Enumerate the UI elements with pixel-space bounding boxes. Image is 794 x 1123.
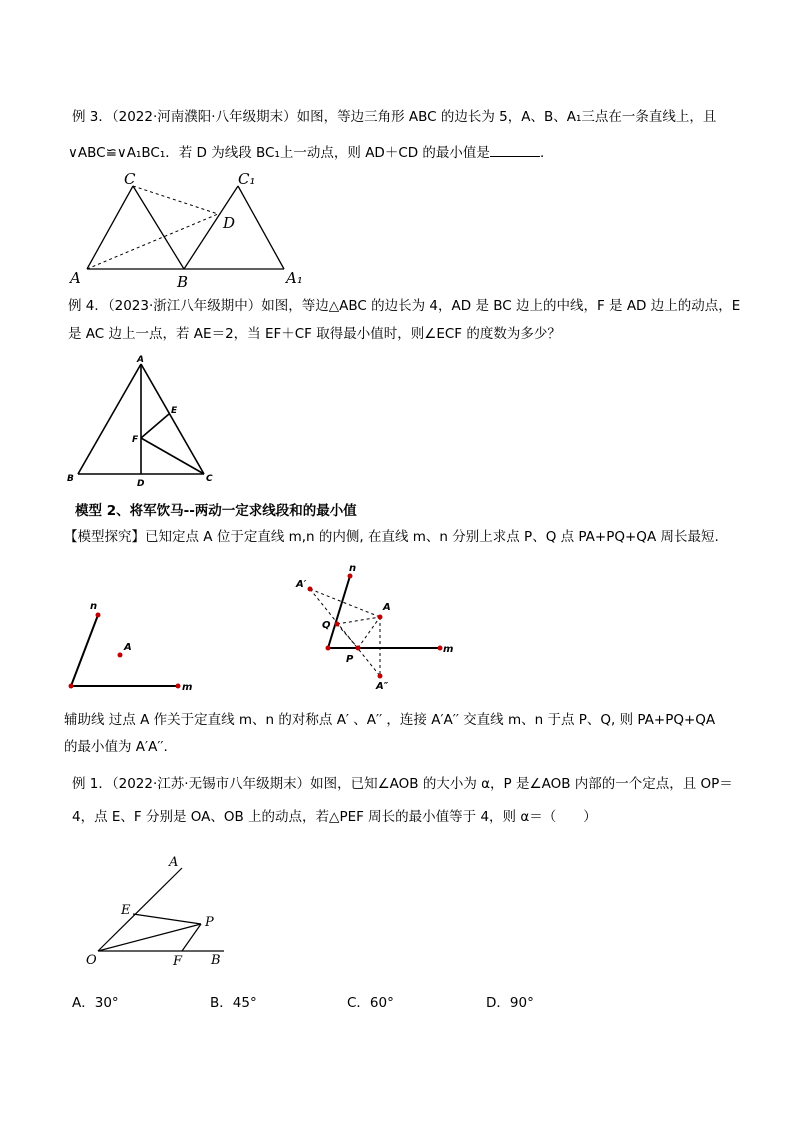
model2-aux-line1: 辅助线 过点 A 作关于定直线 m、n 的对称点 A′ 、A′′ ，连接 A′A′′ 交直线 m、n 于点 P、Q, 则 PA+PQ+QA	[64, 712, 716, 728]
label-A: A	[137, 355, 144, 365]
label-n: n	[349, 563, 357, 574]
label-Q: Q	[322, 620, 331, 631]
model2-heading: 模型 2、将军饮马--两动一定求线段和的最小值	[75, 503, 357, 519]
label-F: F	[173, 954, 183, 969]
label-B: B	[67, 474, 74, 484]
model2-aux-line2: 的最小值为 A′A′′.	[64, 739, 168, 755]
label-n: n	[90, 601, 98, 612]
label-m: m	[182, 682, 193, 693]
label-C1: C₁	[238, 170, 256, 188]
example3-line2-text: ∨ABC≌∨A₁BC₁．若 D 为线段 BC₁上一动点，则 AD＋CD 的最小值是	[68, 145, 490, 161]
label-B: B	[211, 953, 221, 968]
label-A: A	[124, 642, 132, 653]
example3-line1: 例 3．（2022·河南濮阳·八年级期末）如图，等边三角形 ABC 的边长为 5，A、B、A₁三点在一条直线上，且	[72, 109, 717, 125]
option-a[interactable]: A．30°	[72, 995, 119, 1011]
label-A1: A₁	[286, 269, 303, 287]
label-D: D	[137, 479, 145, 489]
label-A1: A′	[296, 579, 307, 590]
label-E: E	[121, 903, 131, 918]
model2-explore: 【模型探究】已知定点 A 位于定直线 m,n 的内侧, 在直线 m、n 分别上求点 P、Q 点 PA+PQ+QA 周长最短.	[64, 529, 719, 545]
label-m: m	[443, 644, 454, 655]
example1-line2: 4，点 E、F 分别是 OA、OB 上的动点，若△PEF 周长的最小值等于 4，则 α＝（ ）	[72, 809, 597, 825]
label-D: D	[223, 214, 236, 232]
label-C: C	[206, 474, 213, 484]
example1-line1: 例 1．（2022·江苏·无锡市八年级期末）如图，已知∠AOB 的大小为 α，P 是∠AOB 内部的一个定点，且 OP＝	[72, 776, 733, 792]
seg-EP	[133, 914, 201, 924]
option-d[interactable]: D．90°	[486, 995, 534, 1011]
label-B: B	[177, 273, 189, 291]
label-A: A	[169, 855, 179, 870]
option-c[interactable]: C．60°	[347, 995, 394, 1011]
example3-line2-end: ．	[539, 145, 554, 161]
label-P: P	[346, 654, 354, 665]
option-b[interactable]: B．45°	[210, 995, 257, 1011]
example4-line1: 例 4．（2023·浙江八年级期中）如图，等边△ABC 的边长为 4，AD 是 BC 边上的中线，F 是 AD 边上的动点，E	[68, 298, 741, 314]
label-A: A	[70, 269, 81, 287]
label-C: C	[124, 170, 136, 188]
label-F: F	[132, 435, 139, 445]
label-E: E	[171, 406, 178, 416]
label-O: O	[86, 953, 97, 968]
label-P: P	[205, 915, 214, 930]
label-A: A	[383, 602, 391, 613]
label-A2: A″	[376, 681, 389, 692]
example4-line2: 是 AC 边上一点，若 AE＝2，当 EF＋CF 取得最小值时，则∠ECF 的度数为多少？	[68, 326, 561, 342]
ray-OA	[98, 868, 182, 951]
